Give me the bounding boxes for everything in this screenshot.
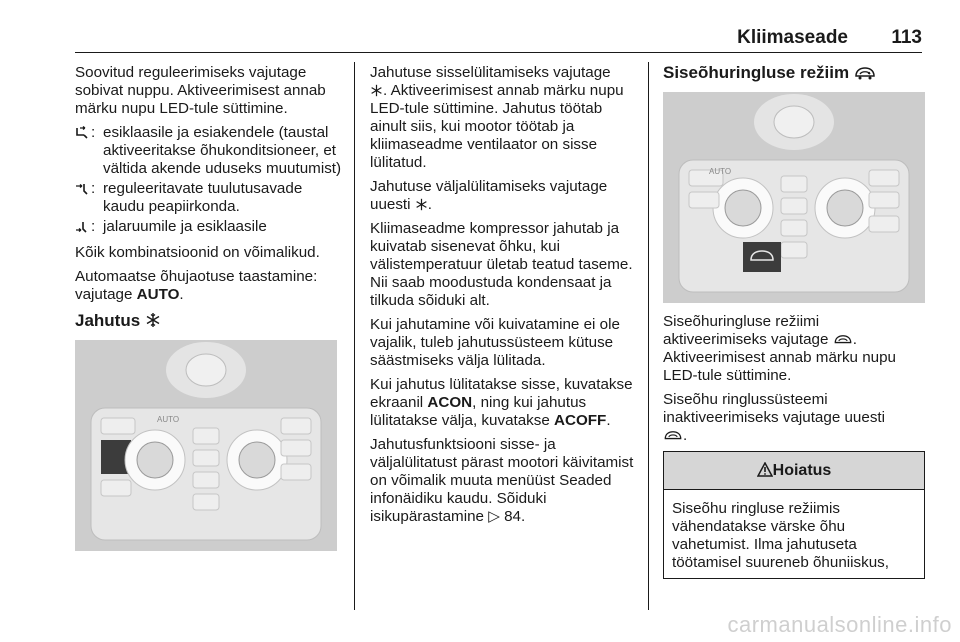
- warning-text: Siseõhu ringluse režiimis vähendatakse värske õhu vahetumist. Ilma jahutuseta töötamisel suureneb õhuniiskus,: [672, 500, 889, 571]
- climate-panel-figure-cooling: [75, 340, 337, 551]
- warning-title: Hoiatus: [772, 462, 832, 479]
- column-3: [663, 64, 925, 579]
- column-divider: [648, 62, 649, 610]
- column-1: [75, 64, 343, 561]
- intro-paragraph: Soovitud reguleerimiseks vajutage sobivat nuppu. Aktiveerimisest annab märku nupu LED-tule süttimine.: [75, 64, 326, 117]
- mode-description: esiklaasile ja esiakendele (taustal aktiveeritakse õhukonditsioneer, et vältida akende uduseks muutumist): [103, 124, 342, 177]
- mode-description: jalaruumile ja esiklaasile: [103, 218, 267, 235]
- column-divider: [354, 62, 355, 610]
- recirculation-heading: Siseõhuringluse režiim: [663, 64, 925, 82]
- warning-box: [663, 451, 925, 579]
- settings-paragraph: Jahutusfunktsiooni sisse- ja väljalülitatust pärast mootori käivitamist on võimalik muuta menüüst Seaded infonäidiku kaudu. Sõiduki isikupärastamine ▷ 84.: [370, 436, 634, 525]
- recirculation-on-paragraph: Siseõhuringluse režiimi aktiveerimiseks vajutage . Aktiveerimisest annab märku nupu LED-tule süttimine.: [663, 313, 896, 384]
- panel-auto-label: AUTO: [709, 167, 732, 176]
- compressor-paragraph: Kliimaseadme kompressor jahutab ja kuivatab sisenevat õhku, kui välistemperatuur ületab teatud taseme. Nii saab moodustuda kondensaat ja tilkuda sõiduki alt.: [370, 220, 633, 309]
- panel-auto-label: AUTO: [157, 415, 180, 424]
- auto-restore-paragraph: Automaatse õhujaotuse taastamine: vajutage AUTO.: [75, 268, 318, 303]
- list-item: : esiklaasile ja esiakendele (taustal aktiveeritakse õhukonditsioneer, et vältida akende uduseks muutumist): [75, 124, 343, 178]
- head-airflow-icon: [75, 180, 91, 216]
- windscreen-feet-airflow-icon: [75, 124, 91, 178]
- warning-triangle-icon: [757, 462, 773, 479]
- climate-panel-figure-recirculation: [663, 92, 925, 303]
- cooling-off-paragraph: Jahutuse väljalülitamiseks vajutage uuesti .: [370, 178, 608, 213]
- page-ref[interactable]: 84.: [504, 508, 526, 525]
- display-status-paragraph: Kui jahutus lülitatakse sisse, kuvatakse ekraanil ACON, ning kui jahutus lülitatakse välja, kuvatakse ACOFF.: [370, 376, 633, 429]
- page-ref-arrow-icon: ▷: [488, 508, 500, 525]
- watermark: carmanualsonline.info: [727, 612, 952, 637]
- recirculation-icon: [663, 427, 683, 444]
- mode-description: reguleeritavate tuulutusavade kaudu peapiirkonda.: [103, 180, 303, 215]
- page-number: 113: [891, 27, 922, 48]
- combination-note: Kõik kombinatsioonid on võimalikud.: [75, 244, 320, 261]
- page-header: [0, 0, 960, 56]
- list-item: : reguleeritavate tuulutusavade kaudu peapiirkonda.: [75, 180, 343, 216]
- snowflake-icon: [370, 82, 383, 99]
- cooling-on-paragraph: Jahutuse sisselülitamiseks vajutage . Aktiveerimisest annab märku nupu LED-tule süttimine. Jahutus töötab ainult siis, kui mootor töötab ja kliimaseadme ventilaator on sisse lülitatud.: [370, 64, 624, 171]
- snowflake-icon: [415, 196, 428, 213]
- list-item: : jalaruumile ja esiklaasile: [75, 218, 343, 236]
- warning-header: [664, 452, 924, 490]
- auto-label: AUTO: [136, 286, 180, 303]
- snowflake-icon: [145, 311, 161, 330]
- cooling-heading: Jahutus: [75, 312, 343, 330]
- recirculation-off-paragraph: Siseõhu ringlussüsteemi inaktiveerimiseks vajutage uuesti .: [663, 391, 886, 444]
- fuel-saving-paragraph: Kui jahutamine või kuivatamine ei ole vajalik, tuleb jahutussüsteem kütuse säästmiseks välja lülitada.: [370, 316, 620, 369]
- recirculation-icon: [833, 331, 853, 348]
- airflow-mode-list: [75, 124, 343, 236]
- header-rule: [75, 52, 922, 53]
- feet-airflow-icon: [75, 218, 91, 236]
- chapter-title: Kliimaseade: [737, 27, 848, 48]
- recirculation-icon: [854, 63, 876, 82]
- acoff-label: ACOFF: [554, 412, 607, 429]
- column-2: [370, 64, 636, 532]
- acon-label: ACON: [427, 394, 473, 411]
